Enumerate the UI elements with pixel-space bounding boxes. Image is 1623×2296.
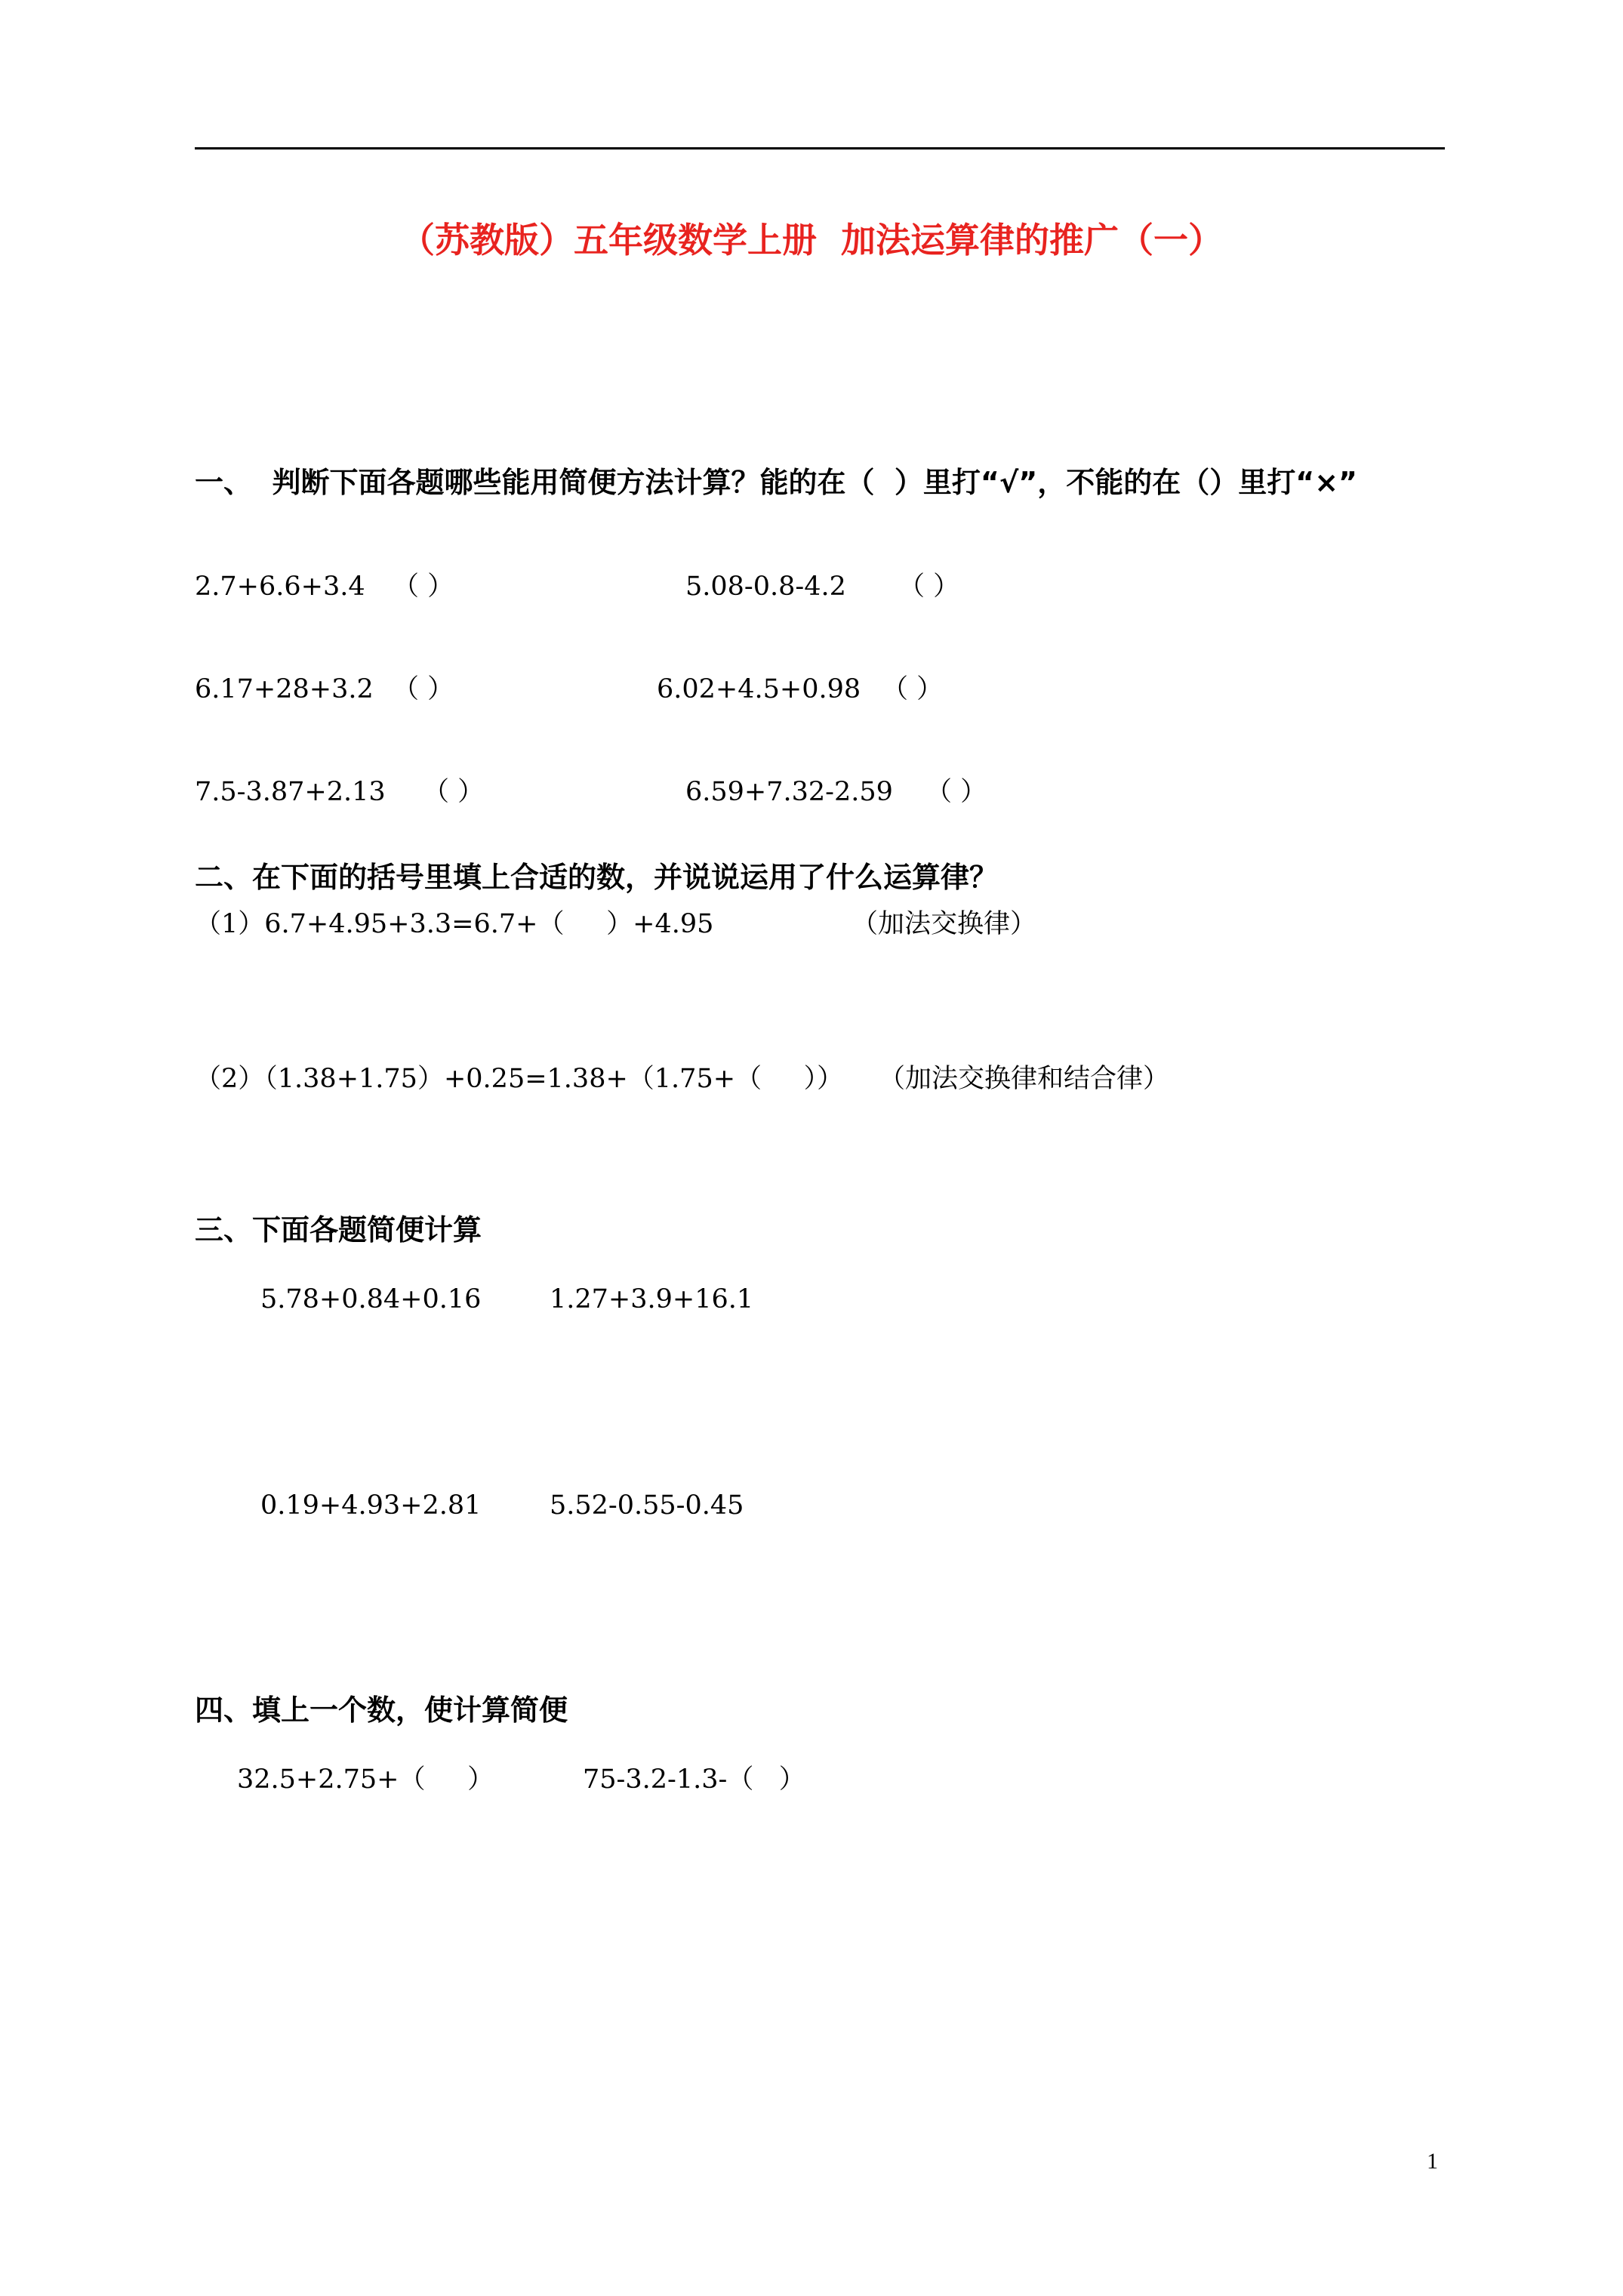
section1-item-6-blank: （ ） <box>925 777 987 807</box>
section1-item-5-blank: （ ） <box>423 777 485 807</box>
section1-item-1-blank: （ ） <box>393 572 454 602</box>
header-rule <box>195 147 1445 149</box>
section3-item-2: 1.27+3.9+16.1 <box>550 1284 754 1314</box>
section2-heading: 二、在下面的括号里填上合适的数，并说说运用了什么运算律？ <box>195 861 999 894</box>
section1-item-2-expr: 5.08-0.8-4.2 <box>685 572 846 602</box>
section1-item-1-expr: 2.7+6.6+3.4 <box>195 572 365 602</box>
section1-item-4-blank: （ ） <box>882 674 944 704</box>
section1-item-5-expr: 7.5-3.87+2.13 <box>195 777 386 807</box>
section2-item-1-expr: （1）6.7+4.95+3.3=6.7+（ ）+4.95 <box>195 909 714 939</box>
section4-item-1: 32.5+2.75+（ ） <box>237 1764 494 1795</box>
page-title: （苏教版）五年级数学上册 加法运算律的推广（一） <box>399 220 1224 260</box>
section1-item-3-blank: （ ） <box>393 674 454 704</box>
section3-item-3: 0.19+4.93+2.81 <box>260 1490 482 1521</box>
section2-item-2-law: （加法交换律和结合律） <box>879 1064 1170 1094</box>
section4-item-2: 75-3.2-1.3-（ ） <box>583 1764 805 1795</box>
section3-item-4: 5.52-0.55-0.45 <box>550 1490 744 1521</box>
section1-item-4-expr: 6.02+4.5+0.98 <box>657 674 861 704</box>
section1-item-6-expr: 6.59+7.32-2.59 <box>685 777 893 807</box>
section1-item-2-blank: （ ） <box>898 572 960 602</box>
section1-item-3-expr: 6.17+28+3.2 <box>195 674 374 704</box>
section4-heading: 四、填上一个数，使计算简便 <box>195 1693 568 1727</box>
section2-item-2-expr: （2）（1.38+1.75）+0.25=1.38+（1.75+（ ）） <box>195 1064 844 1094</box>
section2-item-1-law: （加法交换律） <box>852 909 1037 939</box>
section1-heading: 一、 判断下面各题哪些能用简便方法计算？能的在（ ）里打“√”，不能的在（）里打“×” <box>195 466 1358 499</box>
section3-item-1: 5.78+0.84+0.16 <box>260 1284 482 1314</box>
section3-heading: 三、下面各题简便计算 <box>195 1213 482 1247</box>
page-number: 1 <box>1427 2149 1438 2174</box>
